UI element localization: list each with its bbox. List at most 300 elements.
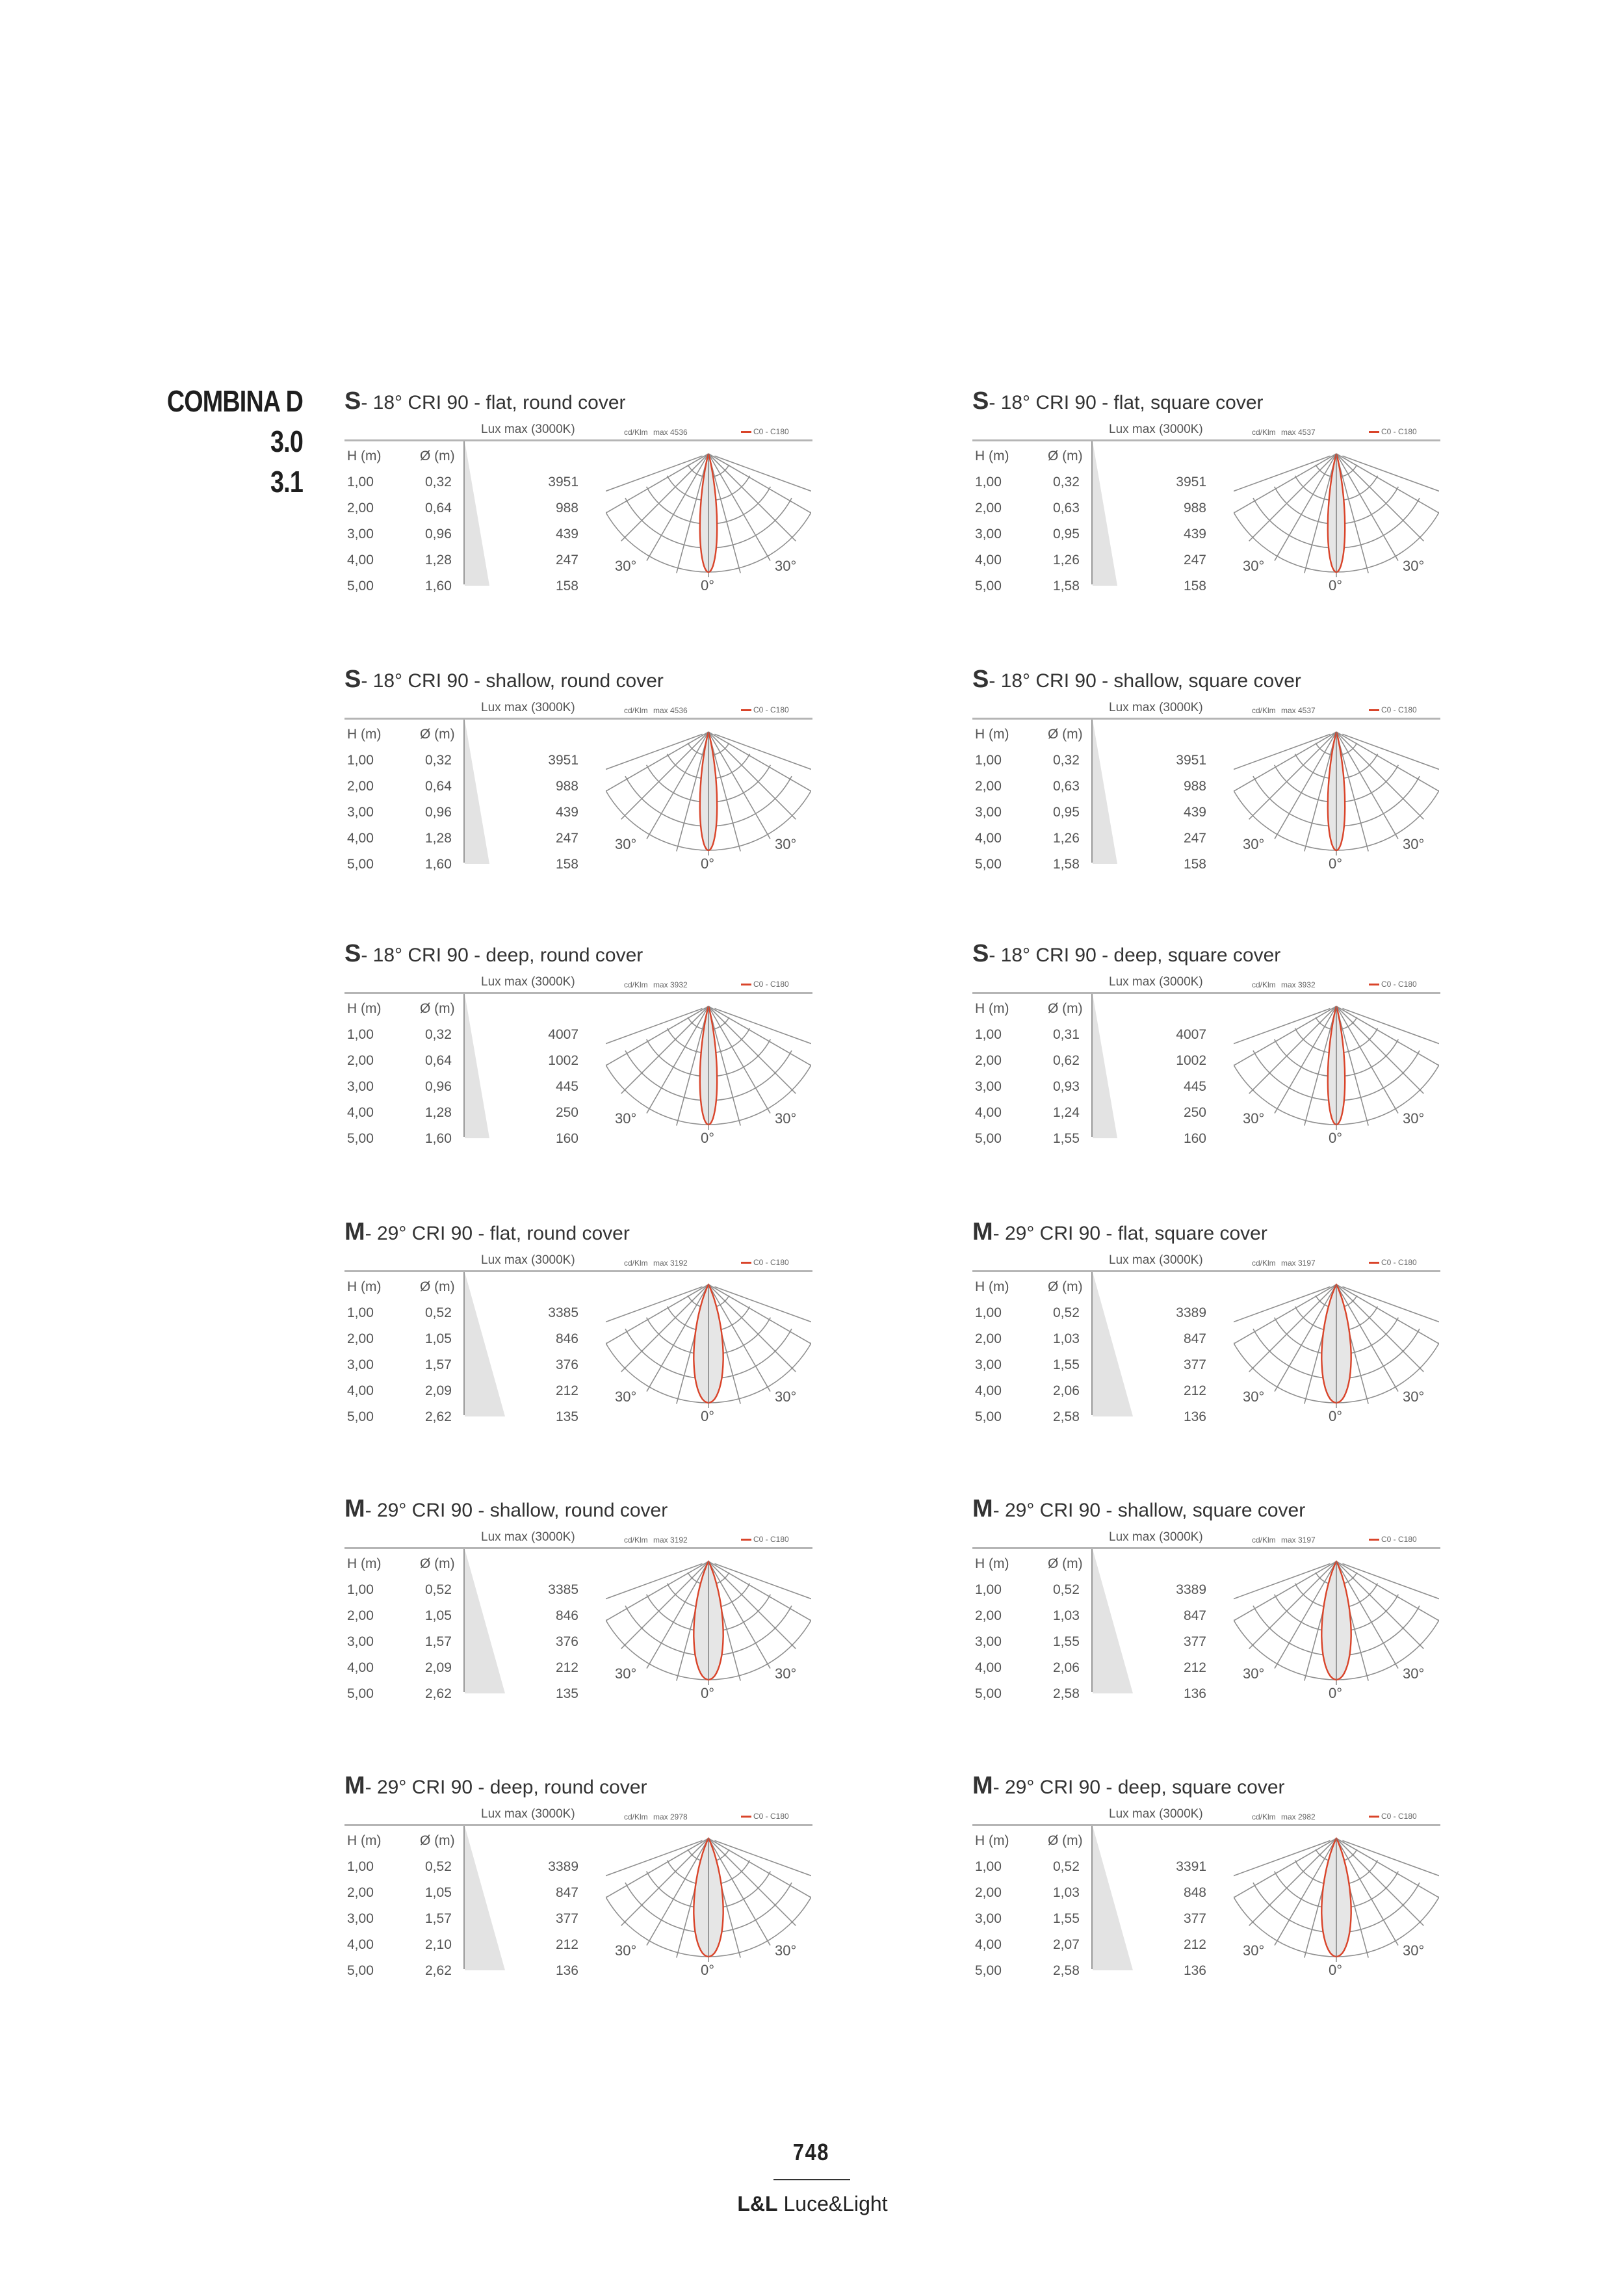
legend-line-icon	[741, 1539, 751, 1541]
page-number: 748	[792, 2139, 830, 2165]
curve-legend	[741, 705, 789, 714]
panel-title	[972, 666, 1301, 694]
polar-spoke	[1234, 1838, 1336, 1900]
header-rule	[972, 992, 1440, 994]
row-lux: 158	[1183, 579, 1206, 594]
row-lux: 250	[555, 1105, 578, 1120]
row-height: 2,00	[347, 1053, 374, 1068]
polar-spoke	[708, 454, 796, 541]
polar-spoke	[1336, 732, 1423, 819]
polar-diagram	[606, 1827, 811, 1980]
row-lux: 988	[555, 779, 578, 794]
row-lux: 4007	[1176, 1027, 1206, 1042]
curve-legend	[741, 427, 789, 436]
panel-title	[344, 1772, 647, 1800]
table-row	[344, 1911, 578, 1937]
panel-title-text: - 29° CRI 90 - flat, round cover	[365, 1223, 630, 1244]
table-row	[972, 1331, 1206, 1357]
row-lux: 439	[555, 527, 578, 541]
row-lux: 377	[1183, 1357, 1206, 1372]
panel-title	[344, 1218, 630, 1246]
row-height: 3,00	[347, 1911, 374, 1926]
polar-outer-spoke	[714, 734, 811, 776]
table-row	[344, 1027, 578, 1053]
row-diameter: 2,09	[425, 1660, 452, 1675]
row-lux: 212	[1183, 1937, 1206, 1952]
lux-max-header: Lux max (3000K)	[1109, 423, 1203, 436]
table-row	[972, 1383, 1206, 1409]
row-diameter: 2,07	[1053, 1937, 1080, 1952]
table-row	[972, 1911, 1206, 1937]
polar-diagram	[606, 442, 811, 595]
row-height: 1,00	[975, 475, 1002, 489]
angle-label-left: 30°	[615, 1942, 637, 1959]
header-rule	[344, 992, 812, 994]
polar-spoke	[1249, 732, 1336, 819]
row-diameter: 0,52	[1053, 1582, 1080, 1597]
angle-label-left: 30°	[615, 836, 637, 852]
table-row	[972, 1963, 1206, 1989]
row-diameter: 1,55	[1053, 1131, 1080, 1146]
height-column-header: H (m)	[347, 727, 382, 742]
photometric-panel	[972, 1772, 1440, 1980]
table-row	[972, 1634, 1206, 1660]
row-diameter: 0,32	[1053, 753, 1080, 768]
table-row	[344, 501, 578, 527]
table-row	[344, 753, 578, 779]
row-lux: 376	[555, 1634, 578, 1649]
legend-label: C0 - C180	[1381, 427, 1417, 436]
photometric-panel	[972, 666, 1440, 874]
polar-spoke	[606, 454, 708, 515]
brand-mark: L&L	[737, 2192, 778, 2215]
polar-spoke	[708, 1006, 811, 1068]
row-height: 3,00	[975, 527, 1002, 541]
beam-letter: S	[344, 387, 361, 415]
height-column-header: H (m)	[975, 1279, 1009, 1294]
row-lux: 135	[555, 1686, 578, 1701]
row-height: 3,00	[347, 1357, 374, 1372]
table-row	[344, 1608, 578, 1634]
legend-line-icon	[1369, 984, 1379, 985]
beam-letter: S	[972, 940, 989, 967]
row-height: 2,00	[347, 1885, 374, 1900]
angle-label-right: 30°	[1403, 1110, 1425, 1127]
polar-outer-spoke	[1234, 1840, 1331, 1883]
polar-spoke	[1336, 1838, 1439, 1900]
lux-max-header: Lux max (3000K)	[481, 701, 575, 714]
legend-line-icon	[741, 709, 751, 711]
row-lux: 846	[555, 1608, 578, 1623]
product-title	[140, 381, 303, 502]
row-diameter: 1,28	[425, 1105, 452, 1120]
row-lux: 135	[555, 1409, 578, 1424]
row-diameter: 0,95	[1053, 527, 1080, 541]
row-height: 2,00	[975, 1053, 1002, 1068]
angle-label-right: 30°	[1403, 1665, 1425, 1682]
polar-outer-spoke	[1342, 456, 1439, 498]
table-row	[344, 1859, 578, 1885]
row-height: 1,00	[975, 1582, 1002, 1597]
table-row	[344, 475, 578, 501]
height-column-header: H (m)	[347, 449, 382, 463]
row-lux: 377	[555, 1911, 578, 1926]
row-diameter: 2,58	[1053, 1409, 1080, 1424]
brand-name: Luce&Light	[783, 2192, 888, 2215]
angle-label-right: 30°	[775, 558, 797, 574]
table-row	[972, 553, 1206, 579]
table-row	[344, 1634, 578, 1660]
angle-label-right: 30°	[1403, 1942, 1425, 1959]
table-row	[344, 1937, 578, 1963]
row-lux: 848	[1183, 1885, 1206, 1900]
height-column-header: H (m)	[975, 1833, 1009, 1848]
curve-legend	[1369, 1258, 1417, 1267]
diameter-column-header: Ø (m)	[420, 1001, 455, 1016]
legend-line-icon	[1369, 1539, 1379, 1541]
angle-label-right: 30°	[775, 1942, 797, 1959]
table-row	[344, 1105, 578, 1131]
table-row	[344, 1383, 578, 1409]
angle-label-bottom: 0°	[1329, 1685, 1343, 1701]
angle-label-bottom: 0°	[701, 577, 715, 594]
cd-max-value: max 4536	[653, 706, 688, 715]
polar-outer-spoke	[714, 1286, 811, 1329]
polar-outer-spoke	[606, 734, 703, 776]
header-rule	[972, 1270, 1440, 1272]
height-column-header: H (m)	[975, 1001, 1009, 1016]
row-height: 1,00	[975, 1027, 1002, 1042]
product-title-line1: COMBINA D 3.0	[166, 384, 303, 458]
row-height: 2,00	[975, 501, 1002, 515]
row-height: 4,00	[347, 1383, 374, 1398]
row-diameter: 0,93	[1053, 1079, 1080, 1094]
row-height: 2,00	[347, 779, 374, 794]
row-lux: 136	[1183, 1686, 1206, 1701]
table-row	[972, 1305, 1206, 1331]
photometric-panel	[344, 666, 812, 874]
polar-spoke	[1336, 1006, 1398, 1114]
angle-label-right: 30°	[1403, 558, 1425, 574]
diameter-column-header: Ø (m)	[1048, 1556, 1083, 1571]
polar-outer-spoke	[1342, 1563, 1439, 1606]
polar-outer-spoke	[1234, 1008, 1331, 1050]
row-diameter: 0,95	[1053, 805, 1080, 820]
row-height: 1,00	[347, 475, 374, 489]
polar-spoke	[708, 732, 811, 794]
row-height: 3,00	[347, 1079, 374, 1094]
angle-label-bottom: 0°	[701, 855, 715, 872]
table-row	[344, 779, 578, 805]
row-lux: 377	[1183, 1911, 1206, 1926]
row-height: 5,00	[347, 1686, 374, 1701]
row-height: 2,00	[347, 1331, 374, 1346]
polar-spoke	[1336, 454, 1439, 515]
header-rule	[972, 1824, 1440, 1826]
row-diameter: 1,57	[425, 1634, 452, 1649]
curve-legend	[1369, 705, 1417, 714]
diameter-column-header: Ø (m)	[1048, 1001, 1083, 1016]
table-row	[344, 805, 578, 831]
row-height: 5,00	[975, 1131, 1002, 1146]
row-lux: 158	[555, 579, 578, 594]
row-height: 5,00	[347, 1963, 374, 1978]
legend-line-icon	[741, 431, 751, 433]
panel-title-text: - 29° CRI 90 - flat, square cover	[993, 1223, 1267, 1244]
row-height: 3,00	[347, 1634, 374, 1649]
beam-letter: S	[344, 940, 361, 967]
angle-label-right: 30°	[775, 836, 797, 852]
row-height: 4,00	[347, 553, 374, 567]
angle-label-right: 30°	[1403, 836, 1425, 852]
table-row	[972, 1409, 1206, 1435]
row-lux: 3951	[548, 753, 578, 768]
header-rule	[344, 718, 812, 720]
cd-max-value: max 3197	[1281, 1535, 1316, 1545]
beam-letter: M	[972, 1495, 993, 1522]
angle-label-left: 30°	[615, 558, 637, 574]
row-lux: 247	[1183, 553, 1206, 567]
row-lux: 212	[555, 1383, 578, 1398]
curve-legend	[741, 1258, 789, 1267]
table-row	[972, 1357, 1206, 1383]
polar-spoke	[708, 1006, 770, 1114]
table-row	[972, 753, 1206, 779]
legend-label: C0 - C180	[1381, 980, 1417, 989]
table-row	[344, 579, 578, 605]
panel-title	[344, 387, 626, 415]
polar-outer-spoke	[1234, 456, 1331, 498]
row-diameter: 1,28	[425, 553, 452, 567]
polar-diagram	[606, 995, 811, 1148]
panel-title-text: - 18° CRI 90 - shallow, square cover	[989, 670, 1301, 692]
panel-title-text: - 18° CRI 90 - shallow, round cover	[361, 670, 664, 692]
polar-diagram	[1234, 1550, 1439, 1703]
curve-legend	[741, 1812, 789, 1821]
polar-spoke	[1234, 1006, 1336, 1068]
row-lux: 158	[1183, 857, 1206, 872]
legend-line-icon	[1369, 1816, 1379, 1818]
legend-line-icon	[1369, 1262, 1379, 1264]
beam-letter: S	[344, 666, 361, 693]
angle-label-bottom: 0°	[1329, 1962, 1343, 1978]
angle-label-bottom: 0°	[701, 1408, 715, 1424]
panel-title	[972, 1772, 1285, 1800]
header-rule	[344, 1824, 812, 1826]
polar-diagram	[1234, 720, 1439, 874]
lux-max-header: Lux max (3000K)	[481, 1253, 575, 1267]
row-diameter: 1,28	[425, 831, 452, 846]
beam-letter: M	[972, 1218, 993, 1246]
angle-label-right: 30°	[775, 1110, 797, 1127]
polar-outer-spoke	[714, 1008, 811, 1050]
row-diameter: 2,62	[425, 1963, 452, 1978]
cd-klm-label: cd/Klm	[624, 428, 648, 437]
row-diameter: 0,62	[1053, 1053, 1080, 1068]
row-diameter: 2,06	[1053, 1660, 1080, 1675]
row-lux: 250	[1183, 1105, 1206, 1120]
table-row	[344, 1686, 578, 1712]
table-row	[972, 1053, 1206, 1079]
panel-title-text: - 18° CRI 90 - deep, round cover	[361, 945, 643, 966]
row-height: 5,00	[975, 1963, 1002, 1978]
row-diameter: 1,26	[1053, 553, 1080, 567]
row-height: 3,00	[347, 527, 374, 541]
row-height: 3,00	[975, 1911, 1002, 1926]
table-row	[972, 1885, 1206, 1911]
beam-letter: M	[344, 1495, 365, 1522]
cd-max-value: max 2978	[653, 1812, 688, 1821]
row-lux: 3951	[1176, 475, 1206, 489]
row-lux: 445	[555, 1079, 578, 1094]
row-diameter: 0,52	[425, 1859, 452, 1874]
height-column-header: H (m)	[347, 1833, 382, 1848]
row-lux: 3951	[1176, 753, 1206, 768]
row-lux: 3389	[548, 1859, 578, 1874]
angle-label-bottom: 0°	[1329, 1408, 1343, 1424]
panel-title	[344, 666, 664, 694]
polar-outer-spoke	[1234, 1286, 1331, 1329]
row-diameter: 1,58	[1053, 857, 1080, 872]
row-lux: 136	[1183, 1409, 1206, 1424]
photometric-panel	[972, 1218, 1440, 1426]
lux-max-header: Lux max (3000K)	[481, 975, 575, 989]
panel-title	[972, 940, 1280, 968]
panel-title	[972, 1495, 1305, 1523]
polar-spoke	[1249, 454, 1336, 541]
cd-klm-label: cd/Klm	[624, 980, 648, 989]
row-diameter: 1,26	[1053, 831, 1080, 846]
row-height: 3,00	[975, 805, 1002, 820]
row-lux: 3951	[548, 475, 578, 489]
row-diameter: 2,09	[425, 1383, 452, 1398]
row-diameter: 0,63	[1053, 779, 1080, 794]
angle-label-left: 30°	[1243, 558, 1265, 574]
row-diameter: 0,31	[1053, 1027, 1080, 1042]
polar-spoke	[606, 1006, 708, 1068]
polar-spoke	[1336, 1006, 1423, 1093]
row-diameter: 1,57	[425, 1911, 452, 1926]
polar-spoke	[1234, 1561, 1336, 1623]
polar-outer-spoke	[1342, 1008, 1439, 1050]
cd-max-value: max 3197	[1281, 1259, 1316, 1268]
row-height: 1,00	[975, 1305, 1002, 1320]
cd-klm-label: cd/Klm	[1252, 1812, 1276, 1821]
table-row	[344, 1885, 578, 1911]
table-row	[972, 1859, 1206, 1885]
polar-spoke	[708, 732, 770, 839]
angle-label-left: 30°	[615, 1389, 637, 1405]
table-row	[344, 553, 578, 579]
panel-title-text: - 18° CRI 90 - deep, square cover	[989, 945, 1281, 966]
table-row	[972, 1027, 1206, 1053]
angle-label-bottom: 0°	[701, 1962, 715, 1978]
cd-klm-label: cd/Klm	[624, 1535, 648, 1545]
row-diameter: 1,03	[1053, 1608, 1080, 1623]
panel-title-text: - 29° CRI 90 - deep, square cover	[993, 1777, 1285, 1798]
photometric-panel	[344, 1495, 812, 1703]
polar-spoke	[606, 1285, 708, 1346]
row-height: 1,00	[975, 1859, 1002, 1874]
row-diameter: 2,58	[1053, 1963, 1080, 1978]
row-height: 5,00	[975, 579, 1002, 594]
row-diameter: 0,64	[425, 501, 452, 515]
polar-spoke	[621, 732, 708, 819]
polar-outer-spoke	[1342, 734, 1439, 776]
row-height: 2,00	[975, 1331, 1002, 1346]
row-height: 2,00	[975, 1885, 1002, 1900]
polar-spoke	[708, 1561, 811, 1623]
cd-klm-label: cd/Klm	[1252, 428, 1276, 437]
legend-label: C0 - C180	[753, 1258, 789, 1267]
polar-diagram	[606, 1273, 811, 1426]
table-row	[344, 1331, 578, 1357]
diameter-column-header: Ø (m)	[1048, 1833, 1083, 1848]
row-height: 1,00	[347, 753, 374, 768]
table-row	[972, 805, 1206, 831]
row-height: 5,00	[347, 579, 374, 594]
row-height: 4,00	[975, 1937, 1002, 1952]
polar-outer-spoke	[714, 1840, 811, 1883]
cd-klm-label: cd/Klm	[1252, 706, 1276, 715]
lux-max-header: Lux max (3000K)	[1109, 975, 1203, 989]
polar-spoke	[1234, 1285, 1336, 1346]
polar-spoke	[606, 1838, 708, 1900]
row-height: 5,00	[975, 1409, 1002, 1424]
product-title-line2: 3.1	[270, 465, 303, 499]
row-height: 5,00	[347, 857, 374, 872]
angle-label-right: 30°	[1403, 1389, 1425, 1405]
curve-legend	[1369, 427, 1417, 436]
row-height: 2,00	[975, 1608, 1002, 1623]
table-row	[344, 1305, 578, 1331]
row-diameter: 2,62	[425, 1686, 452, 1701]
curve-legend	[1369, 1535, 1417, 1544]
row-height: 4,00	[975, 831, 1002, 846]
beam-letter: M	[972, 1772, 993, 1799]
photometric-panel	[344, 387, 812, 595]
legend-line-icon	[1369, 709, 1379, 711]
cd-max-value: max 4537	[1281, 706, 1316, 715]
legend-label: C0 - C180	[753, 705, 789, 714]
angle-label-right: 30°	[775, 1665, 797, 1682]
height-column-header: H (m)	[347, 1556, 382, 1571]
legend-label: C0 - C180	[753, 1812, 789, 1821]
lux-max-header: Lux max (3000K)	[1109, 701, 1203, 714]
row-lux: 3389	[1176, 1582, 1206, 1597]
row-diameter: 0,64	[425, 1053, 452, 1068]
polar-diagram	[1234, 995, 1439, 1148]
row-height: 5,00	[347, 1131, 374, 1146]
row-diameter: 2,58	[1053, 1686, 1080, 1701]
cd-max-value: max 3192	[653, 1535, 688, 1545]
photometric-panel	[344, 1772, 812, 1980]
row-height: 2,00	[347, 1608, 374, 1623]
polar-outer-spoke	[714, 456, 811, 498]
header-rule	[972, 439, 1440, 441]
row-lux: 3391	[1176, 1859, 1206, 1874]
polar-outer-spoke	[606, 1840, 703, 1883]
page-number-rule	[773, 2179, 850, 2180]
polar-spoke	[1336, 454, 1423, 541]
header-rule	[972, 1547, 1440, 1549]
cd-max-value: max 4537	[1281, 428, 1316, 437]
panel-title	[344, 1495, 668, 1523]
row-lux: 247	[555, 831, 578, 846]
lux-max-header: Lux max (3000K)	[481, 1807, 575, 1821]
row-diameter: 0,52	[1053, 1305, 1080, 1320]
table-row	[972, 1660, 1206, 1686]
